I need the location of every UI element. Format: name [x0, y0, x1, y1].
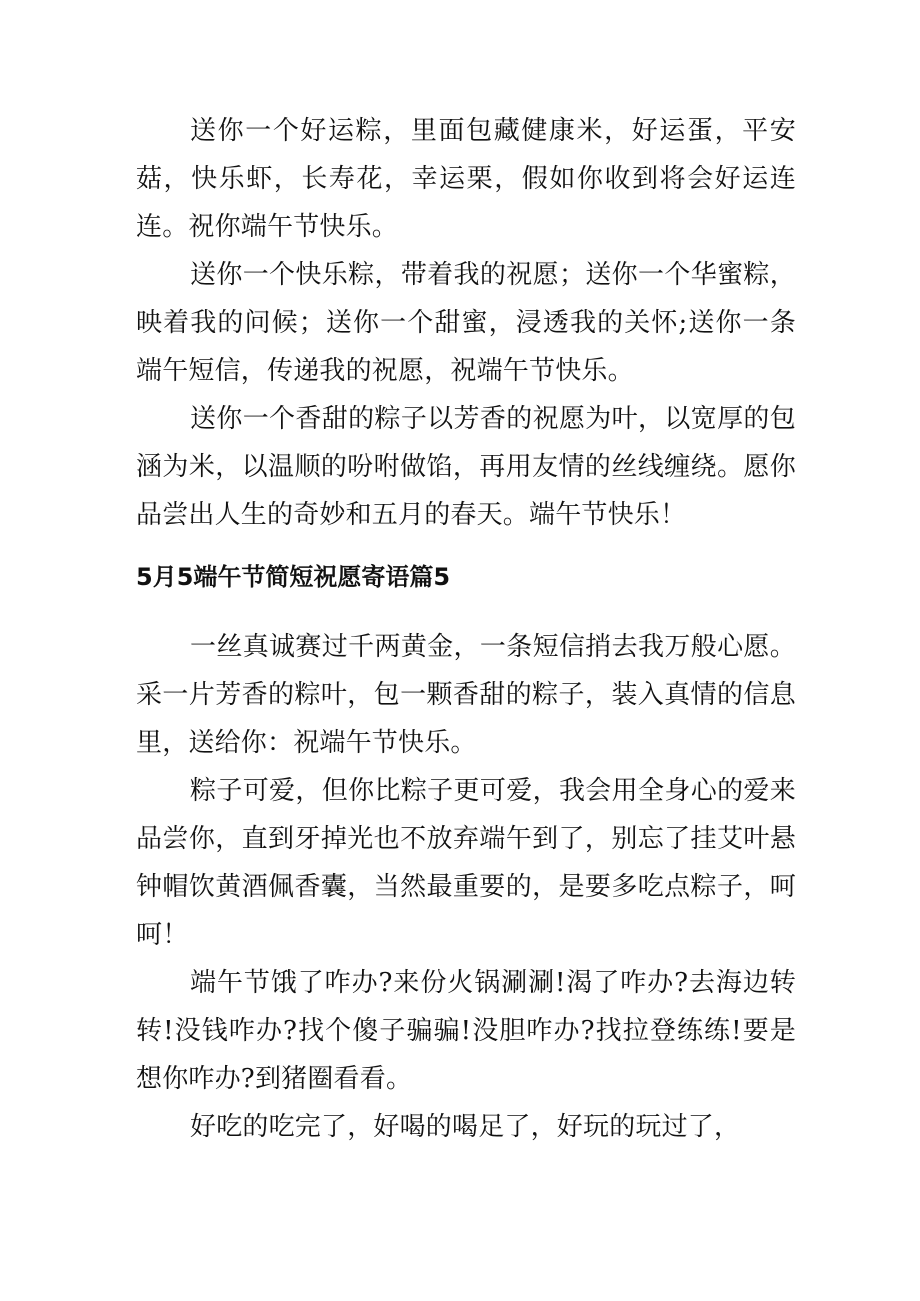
- paragraph: 一丝真诚赛过千两黄金，一条短信捎去我万般心愿。采一片芳香的粽叶，包一颗香甜的粽子，装入真情的信息里，送给你：祝端午节快乐。: [136, 632, 796, 758]
- paragraph: 送你一个香甜的粽子以芳香的祝愿为叶，以宽厚的包涵为米，以温顺的吩咐做馅，再用友情的丝线缠绕。愿你品尝出人生的奇妙和五月的春天。端午节快乐！: [136, 404, 796, 530]
- paragraph: 送你一个快乐粽，带着我的祝愿；送你一个华蜜粽，映着我的问候；送你一个甜蜜，浸透我的关怀;送你一条端午短信，传递我的祝愿，祝端午节快乐。: [136, 260, 796, 386]
- section-heading: 5月5端午节简短祝愿寄语篇5: [136, 563, 451, 591]
- paragraph: 粽子可爱，但你比粽子更可爱，我会用全身心的爱来品尝你，直到牙掉光也不放弃端午到了，别忘了挂艾叶悬钟帽饮黄酒佩香囊，当然最重要的，是要多吃点粽子，呵呵！: [136, 776, 796, 950]
- paragraph: 好吃的吃完了，好喝的喝足了，好玩的玩过了，: [190, 1112, 741, 1142]
- paragraph: 端午节饿了咋办?来份火锅涮涮!渴了咋办?去海边转转!没钱咋办?找个傻子骗骗!没胆咋办?找拉登练练!要是想你咋办?到猪圈看看。: [136, 968, 796, 1094]
- paragraph: 送你一个好运粽，里面包藏健康米，好运蛋，平安菇，快乐虾，长寿花，幸运栗，假如你收到将会好运连连。祝你端午节快乐。: [136, 116, 796, 242]
